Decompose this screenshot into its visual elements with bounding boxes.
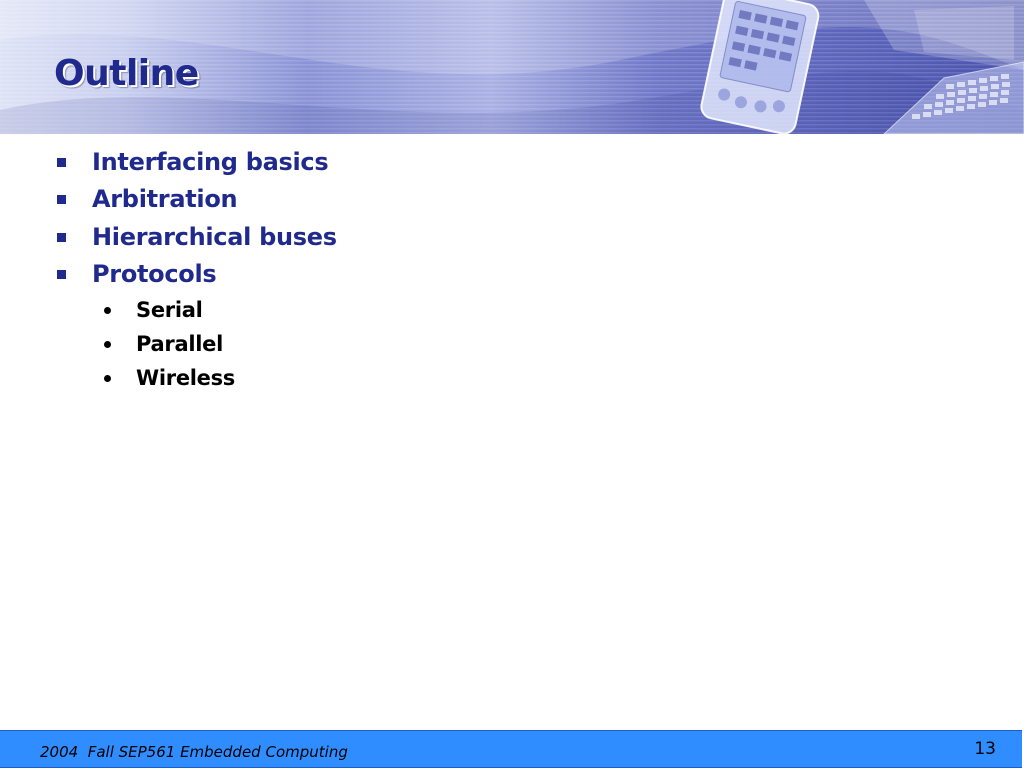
sub-bullet-item [100,329,223,359]
round-bullet-icon [104,375,111,382]
bullet-text: Interfacing basics [92,148,329,176]
footer-bar [0,730,1022,768]
page-number: 13 [974,739,996,759]
sub-bullet-item [100,363,235,393]
sub-bullet-text: Serial [136,298,203,322]
square-bullet-icon [57,158,66,167]
header-banner [0,0,1024,134]
square-bullet-icon [57,233,66,242]
bullet-item [54,145,328,179]
square-bullet-icon [57,195,66,204]
sub-bullet-text: Parallel [136,332,223,356]
slide-title: Outline [54,53,199,94]
bullet-item [54,257,216,291]
pda-device-icon [699,0,820,134]
keyboard-icon [884,62,1024,134]
bullet-text: Protocols [92,260,217,288]
sub-bullet-text: Wireless [136,366,236,390]
handheld-pda-and-keyboard-illustration [684,0,1024,134]
round-bullet-icon [104,307,111,314]
bullet-text: Hierarchical buses [92,223,337,251]
bullet-item [54,182,237,216]
footer-course-label: 2004 Fall SEP561 Embedded Computing [40,743,348,761]
bullet-text: Arbitration [92,185,238,213]
round-bullet-icon [104,341,111,348]
square-bullet-icon [57,270,66,279]
bullet-item [54,220,337,254]
sub-bullet-item [100,295,203,325]
